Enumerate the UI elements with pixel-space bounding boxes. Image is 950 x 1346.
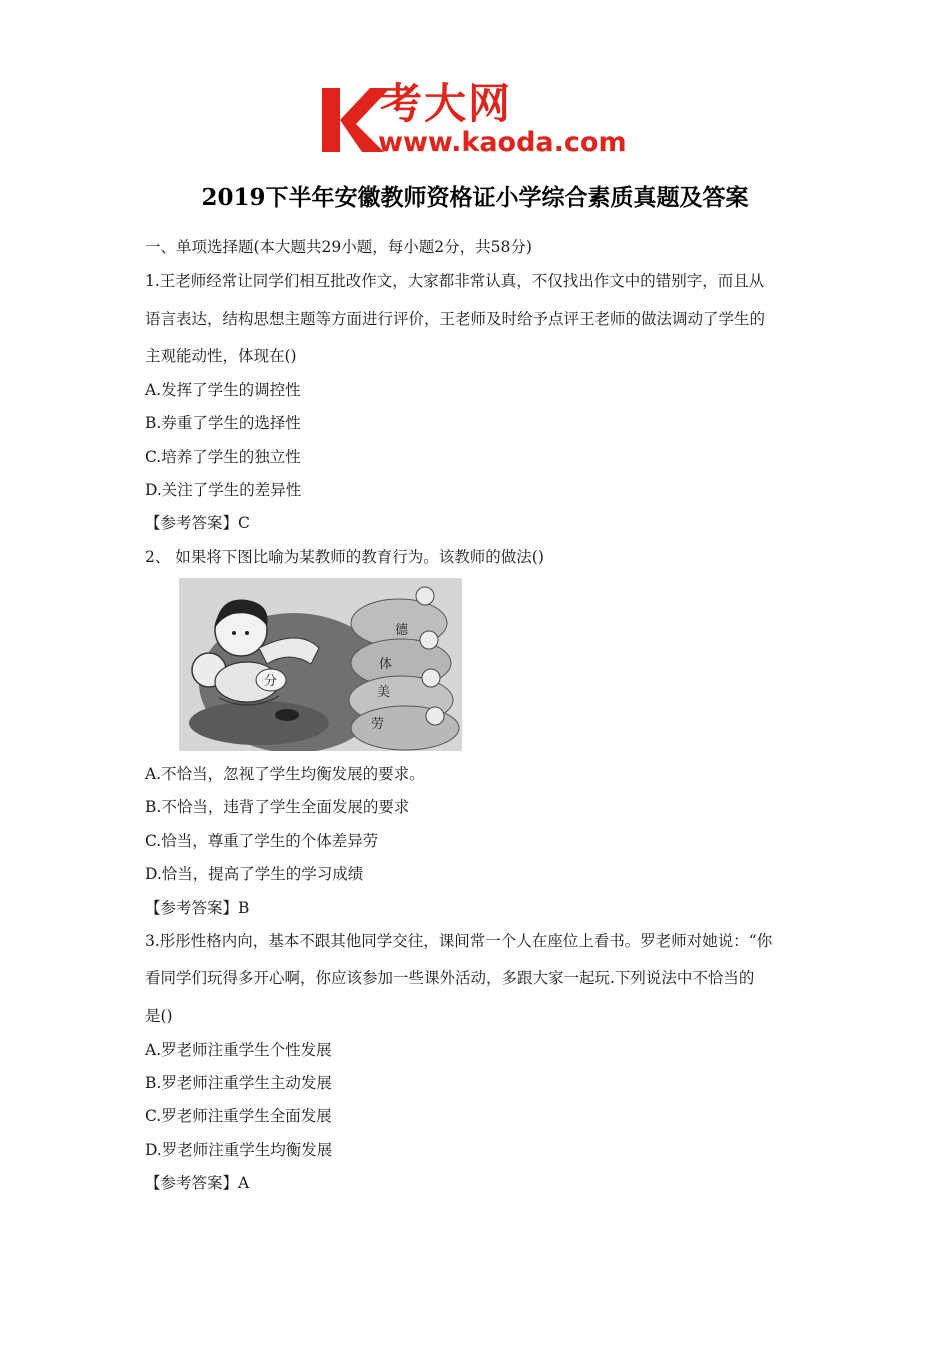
logo-url: www.kaoda.com bbox=[378, 127, 627, 158]
q1-answer: 【参考答案】C bbox=[145, 514, 250, 532]
q2-answer: 【参考答案】B bbox=[145, 899, 250, 917]
q3-stem-line-3: 是() bbox=[145, 1007, 173, 1025]
logo-name: 考大网 bbox=[380, 79, 513, 128]
document-title: 2019下半年安徽教师资格证小学综合素质真题及答案 bbox=[201, 184, 749, 211]
q1-option-a: A.发挥了学生的调控性 bbox=[145, 381, 301, 399]
q2-illustration bbox=[179, 578, 462, 751]
q1-option-d: D.关注了学生的差异性 bbox=[145, 481, 302, 499]
figure-label-ti: 体 bbox=[379, 657, 393, 672]
q1-stem-line-1: 1.王老师经常让同学们相互批改作文，大家都非常认真，不仅找出作文中的错别字，而且从 bbox=[145, 272, 765, 290]
q2-stem-line-1: 2、 如果将下图比喻为某教师的教育行为。该教师的做法() bbox=[145, 548, 544, 566]
q2-option-a: A.不恰当，忽视了学生均衡发展的要求。 bbox=[145, 765, 425, 783]
section-heading: 一、单项选择题(本大题共29小题，每小题2分，共58分) bbox=[145, 238, 532, 256]
q3-answer: 【参考答案】A bbox=[145, 1174, 250, 1192]
q1-option-b: B.券重了学生的选择性 bbox=[145, 414, 301, 432]
q3-option-c: C.罗老师注重学生全面发展 bbox=[145, 1107, 332, 1125]
q3-option-a: A.罗老师注重学生个性发展 bbox=[145, 1041, 332, 1059]
q3-stem-line-1: 3.彤彤性格内向，基本不跟其他同学交往，课间常一个人在座位上看书。罗老师对她说：“你 bbox=[145, 932, 773, 950]
q2-option-c: C.恰当，尊重了学生的个体差异劳 bbox=[145, 832, 379, 850]
q3-option-b: B.罗老师注重学生主动发展 bbox=[145, 1074, 332, 1092]
q2-option-d: D.恰当，提高了学生的学习成绩 bbox=[145, 865, 364, 883]
q2-option-b: B.不恰当，违背了学生全面发展的要求 bbox=[145, 798, 410, 816]
q1-stem-line-3: 主观能动性，体现在() bbox=[145, 347, 297, 365]
q1-option-c: C.培养了学生的独立性 bbox=[145, 448, 301, 466]
figure-label-mei: 美 bbox=[377, 685, 391, 700]
kaoda-logo bbox=[318, 80, 638, 162]
figure-label-fen: 分 bbox=[264, 674, 278, 689]
q3-option-d: D.罗老师注重学生均衡发展 bbox=[145, 1141, 333, 1159]
q1-stem-line-2: 语言表达，结构思想主题等方面进行评价，王老师及时给予点评王老师的做法调动了学生的 bbox=[145, 310, 766, 328]
q3-stem-line-2: 看同学们玩得多开心啊，你应该参加一些课外活动，多跟大家一起玩.下列说法中不恰当的 bbox=[145, 969, 755, 987]
teacher-feeding-illustration bbox=[179, 578, 462, 751]
figure-label-de: 德 bbox=[395, 623, 409, 638]
figure-label-lao: 劳 bbox=[371, 717, 385, 732]
